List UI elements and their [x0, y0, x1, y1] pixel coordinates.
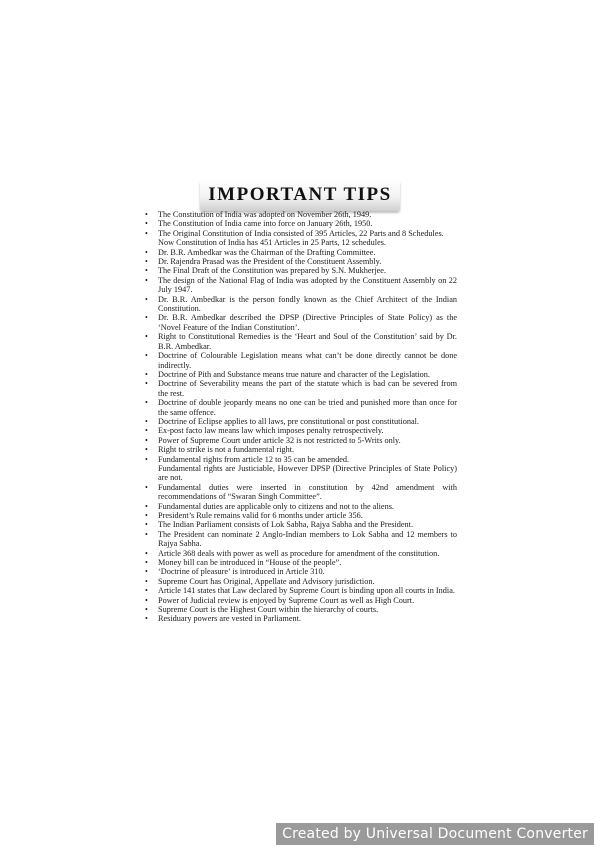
tips-list — [145, 210, 457, 624]
tip-text: Fundamental duties are applicable only to citizens and not to the aliens. — [158, 501, 394, 511]
bullet-icon: • — [145, 548, 148, 558]
tip-item — [145, 398, 457, 417]
tip-item — [145, 577, 457, 586]
bullet-icon: • — [145, 595, 148, 605]
bullet-icon: • — [145, 369, 148, 379]
tip-text: Power of Judicial review is enjoyed by Supreme Court as well as High Court. — [158, 595, 415, 605]
bullet-icon: • — [145, 501, 148, 511]
tip-text: The Constitution of India was adopted on November 26th, 1949. — [158, 210, 372, 219]
tip-item — [145, 520, 457, 529]
bullet-icon: • — [145, 511, 148, 520]
tip-item — [145, 426, 457, 435]
tip-text: The Original Constitution of India consisted of 395 Articles, 22 Parts and 8 Schedules. — [158, 228, 444, 238]
tip-note: Now Constitution of India has 451 Articles in 25 Parts, 12 schedules. — [158, 238, 386, 248]
bullet-icon: • — [145, 416, 148, 426]
tip-item — [145, 313, 457, 332]
bullet-icon: • — [145, 313, 148, 323]
tip-text: Right to Constitutional Remedies is the ‘Heart and Soul of the Constitution’ said by Dr. B.R. Ambedkar. — [158, 332, 457, 351]
tip-text: The design of the National Flag of India was adopted by the Constituent Assembly on 22 July 1947. — [158, 275, 457, 295]
tip-item — [145, 586, 457, 595]
tip-text: President’s Rule remains valid for 6 months under article 356. — [158, 511, 363, 520]
tip-text: Dr. B.R. Ambedkar was the Chairman of the Drafting Committee. — [158, 247, 376, 257]
tip-text: The Final Draft of the Constitution was prepared by S.N. Mukherjee. — [158, 266, 386, 276]
bullet-icon: • — [145, 567, 148, 577]
bullet-icon: • — [145, 614, 148, 624]
bullet-icon: • — [145, 398, 148, 408]
tip-item — [145, 248, 457, 257]
tip-item — [145, 332, 457, 351]
bullet-icon: • — [145, 605, 148, 615]
tip-text: Money bill can be introduced in “House of the people”. — [158, 558, 342, 568]
tip-text: Article 368 deals with power as well as procedure for amendment of the constitution. — [158, 548, 440, 558]
tip-item — [145, 276, 457, 295]
tip-item — [145, 219, 457, 228]
tip-text: Right to strike is not a fundamental right. — [158, 445, 295, 455]
tip-item — [145, 511, 457, 520]
tip-item — [145, 445, 457, 454]
converter-watermark: Created by Universal Document Converter — [276, 823, 594, 845]
bullet-icon: • — [145, 520, 148, 530]
tip-text: Ex-post facto law means law which imposes penalty retrospectively. — [158, 426, 384, 436]
bullet-icon: • — [145, 275, 148, 285]
bullet-icon: • — [145, 266, 148, 276]
tip-text: Article 141 states that Law declared by Supreme Court is binding upon all courts in India. — [158, 586, 455, 596]
tip-item — [145, 596, 457, 605]
bullet-icon: • — [145, 247, 148, 257]
tip-item — [145, 351, 457, 370]
tip-text: Doctrine of double jeopardy means no one can be tried and punished more than once for the same offence. — [158, 398, 457, 417]
bullet-icon: • — [145, 210, 148, 219]
tip-item — [145, 614, 457, 623]
bullet-icon: • — [145, 426, 148, 436]
tip-item — [145, 502, 457, 511]
bullet-icon: • — [145, 586, 148, 596]
bullet-icon: • — [145, 558, 148, 568]
tip-text: Doctrine of Eclipse applies to all laws, pre constitutional or post constitutional. — [158, 416, 419, 426]
tip-text: Doctrine of Colourable Legislation means what can’t be done directly cannot be done indirectly. — [158, 351, 457, 370]
bullet-icon: • — [145, 482, 148, 492]
tip-item — [145, 455, 457, 483]
tip-note: Fundamental rights are Justiciable, However DPSP (Directive Principles of State Policy) are not. — [158, 463, 457, 483]
tip-item — [145, 370, 457, 379]
bullet-icon: • — [145, 294, 148, 304]
tip-text: Doctrine of Severability means the part of the statute which is bad can be severed from the rest. — [158, 379, 457, 398]
tip-text: Doctrine of Pith and Substance means true nature and character of the Legislation. — [158, 369, 430, 379]
tip-text: Dr. B.R. Ambedkar is the person fondly known as the Chief Architect of the Indian Constitution. — [158, 294, 457, 314]
bullet-icon: • — [145, 576, 148, 586]
tip-item — [145, 567, 457, 576]
bullet-icon: • — [145, 228, 148, 238]
tip-text: Fundamental rights from article 12 to 35 can be amended. — [158, 454, 350, 464]
bullet-icon: • — [145, 351, 148, 361]
tip-text: Residuary powers are vested in Parliament. — [158, 614, 301, 624]
tip-item — [145, 436, 457, 445]
title-banner — [0, 180, 600, 211]
tip-item — [145, 558, 457, 567]
tip-item — [145, 210, 457, 219]
tip-text: Fundamental duties were inserted in constitution by 42nd amendment with recommendations of “Swaran Singh Committee”. — [158, 482, 457, 502]
tip-text: Supreme Court is the Highest Court within the hierarchy of courts. — [158, 605, 379, 615]
tip-text: The President can nominate 2 Anglo-Indian members to Lok Sabha and 12 members to Rajya Sabha. — [158, 529, 457, 549]
tip-item — [145, 530, 457, 549]
tip-text: The Constitution of India came into force on January 26th, 1950. — [158, 219, 373, 229]
tip-item — [145, 257, 457, 266]
tip-text: Dr. Rajendra Prasad was the President of the Constituent Assembly. — [158, 257, 382, 267]
tip-text: Power of Supreme Court under article 32 is not restricted to 5-Writs only. — [158, 435, 401, 445]
tip-text: The Indian Parliament consists of Lok Sabha, Rajya Sabha and the President. — [158, 520, 414, 530]
tip-item — [145, 605, 457, 614]
page-title: IMPORTANT TIPS — [200, 180, 399, 211]
tip-item — [145, 229, 457, 248]
tip-item — [145, 417, 457, 426]
tip-item — [145, 295, 457, 314]
bullet-icon: • — [145, 435, 148, 445]
bullet-icon: • — [145, 454, 148, 464]
tip-item — [145, 379, 457, 398]
bullet-icon: • — [145, 445, 148, 455]
tip-item — [145, 483, 457, 502]
bullet-icon: • — [145, 379, 148, 389]
tip-text: ‘Doctrine of pleasure’ is introduced in Article 310. — [158, 567, 325, 577]
bullet-icon: • — [145, 257, 148, 267]
tip-item — [145, 549, 457, 558]
bullet-icon: • — [145, 219, 148, 229]
tip-item — [145, 266, 457, 275]
bullet-icon: • — [145, 332, 148, 342]
bullet-icon: • — [145, 529, 148, 539]
tip-text: Dr. B.R. Ambedkar described the DPSP (Directive Principles of State Policy) as the ‘Novel Feature of the Indian Constitution’. — [158, 313, 457, 332]
tip-text: Supreme Court has Original, Appellate and Advisory jurisdiction. — [158, 576, 375, 586]
